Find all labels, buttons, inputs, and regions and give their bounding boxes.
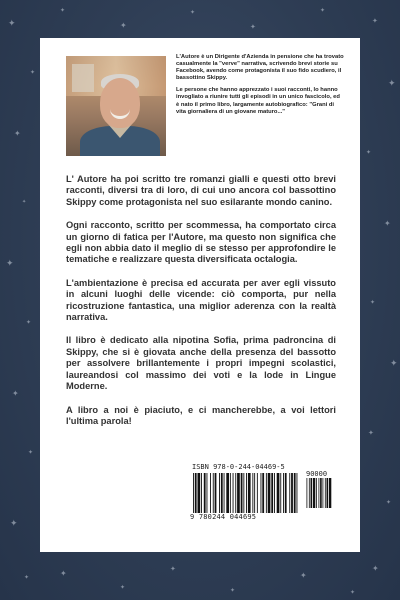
star-decoration: ✦ [386,499,392,506]
star-decoration: ✦ [170,565,176,573]
star-decoration: ✦ [6,259,14,269]
star-decoration: ✦ [384,219,391,228]
star-decoration: ✦ [320,7,326,14]
author-bio-paragraph: Le persone che hanno apprezzato i suoi racconti, lo hanno invogliato a riunire tutti gli episodi in un unico fascicolo, ed è nato il primo libro, largamente autobiografico: "Grani di vita giornaliera di un giovane maturo..." [176,87,340,115]
author-bio [176,54,344,121]
star-decoration: ✦ [230,587,236,594]
isbn-barcode [188,462,336,524]
star-decoration: ✦ [28,449,34,456]
star-decoration: ✦ [190,9,196,16]
star-decoration: ✦ [10,519,18,529]
star-decoration: ✦ [120,21,127,30]
star-decoration: ✦ [390,359,398,369]
barcode-addon-bars [306,478,332,508]
star-decoration: ✦ [370,299,376,306]
star-decoration: ✦ [12,389,19,398]
star-decoration: ✦ [30,69,36,76]
star-decoration: ✦ [372,17,378,25]
barcode-digits: 9 780244 044695 [190,513,257,521]
author-photo [66,56,166,156]
star-decoration: ✦ [60,7,66,14]
star-decoration: ✦ [120,584,126,591]
star-decoration: ✦ [60,569,67,578]
star-decoration: ✦ [14,129,21,138]
star-decoration: ✦ [24,574,30,581]
star-decoration: ✦ [300,571,307,580]
star-decoration: ✦ [26,319,32,326]
star-decoration: ✦ [368,429,374,437]
book-blurb [66,174,336,439]
isbn-label: ISBN 978-0-244-04469-5 [192,463,285,471]
blurb-paragraph: L' Autore ha poi scritto tre romanzi gialli e questi otto brevi racconti, diversi tra di loro, di cui uno ancora col bassottino Skippy come protagonista nel suo esilarante mondo canino. [66,174,336,207]
star-decoration: ✦ [22,199,27,205]
blurb-paragraph: Il libro è dedicato alla nipotina Sofia, prima padroncina di Skippy, che si è giovata anche della presenza del bassotto per assolvere brillantemente i propri impegni scolastici, laureandosi col massimo dei voti e la lode in Lingue Moderne. [66,335,336,392]
star-decoration: ✦ [388,79,396,89]
blurb-paragraph: Ogni racconto, scritto per scommessa, ha comportato circa un giorno di fatica per l'Autore, ma questo non significa che egli non abbia dato il meglio di se stesso per approfondire le tematiche e realizzare questa diversificata octalogia. [66,220,336,265]
author-bio-paragraph: L'Autore è un Dirigente d'Azienda in pensione che ha trovato casualmente la "verve" narrativa, scrivendo brevi storie su Facebook, avendo come protagonista il suo fido scudiero, il bassottino Skippy. [176,54,344,82]
blurb-paragraph: L'ambientazione è precisa ed accurata per aver egli vissuto in alcuni luoghi delle vicende: ciò comporta, pur nella ricostruzione fantastica, una miglior aderenza con la realtà narrativa. [66,277,336,323]
star-decoration: ✦ [372,564,379,573]
star-decoration: ✦ [8,19,16,29]
blurb-paragraph: A libro a noi è piaciuto, e ci mancherebbe, a voi lettori l'ultima parola! [66,404,336,426]
barcode-bars [192,473,302,513]
star-decoration: ✦ [250,23,256,31]
price-code: 90000 [306,470,328,478]
star-decoration: ✦ [350,589,356,596]
star-decoration: ✦ [366,149,372,156]
